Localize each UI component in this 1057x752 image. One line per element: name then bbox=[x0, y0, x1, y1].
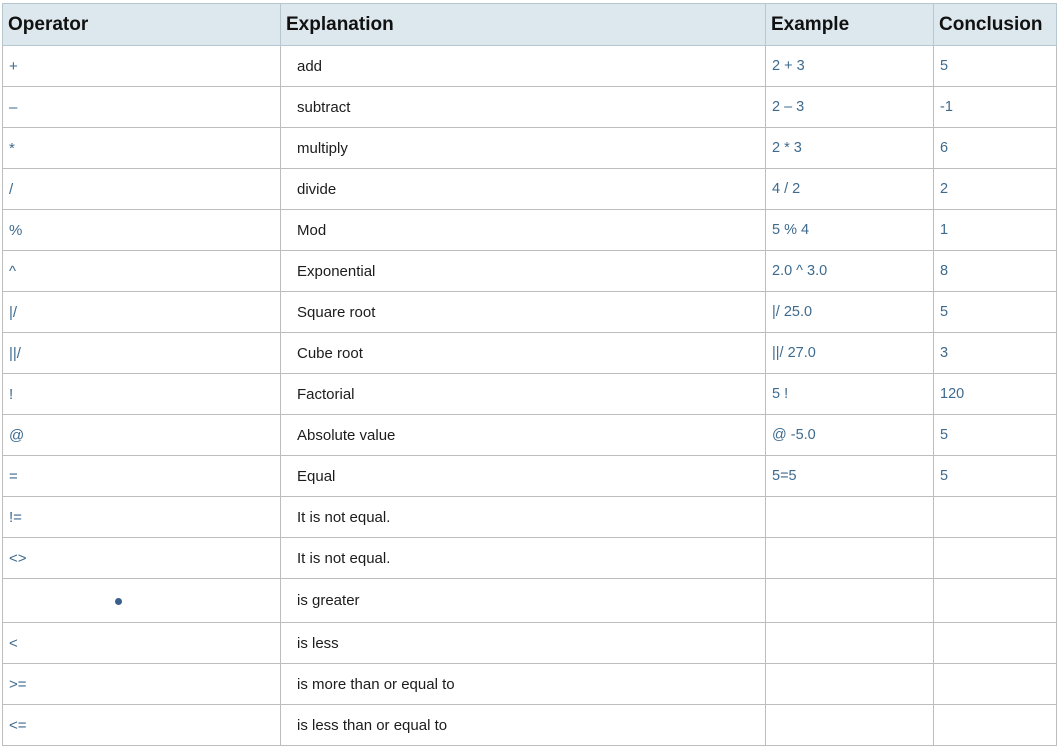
table-row bbox=[3, 210, 1057, 251]
table-row bbox=[3, 292, 1057, 333]
header-row bbox=[3, 4, 1057, 46]
conclusion-cell bbox=[934, 664, 1057, 705]
example-cell: 2 * 3 bbox=[766, 128, 934, 169]
example-cell: 2.0 ^ 3.0 bbox=[766, 251, 934, 292]
conclusion-cell bbox=[934, 705, 1057, 746]
operator-cell: – bbox=[3, 87, 281, 128]
table-body bbox=[3, 46, 1057, 746]
explanation-cell: Mod bbox=[281, 210, 766, 251]
table-row bbox=[3, 169, 1057, 210]
operators-table bbox=[2, 3, 1057, 746]
explanation-cell: subtract bbox=[281, 87, 766, 128]
header-operator: Operator bbox=[3, 4, 281, 46]
operator-cell: ! bbox=[3, 374, 281, 415]
explanation-cell: Cube root bbox=[281, 333, 766, 374]
example-cell: 5=5 bbox=[766, 456, 934, 497]
explanation-cell: add bbox=[281, 46, 766, 87]
operator-cell: |/ bbox=[3, 292, 281, 333]
header-conclusion: Conclusion bbox=[934, 4, 1057, 46]
conclusion-cell: 5 bbox=[934, 456, 1057, 497]
explanation-cell: It is not equal. bbox=[281, 497, 766, 538]
table-row bbox=[3, 664, 1057, 705]
operator-cell: >= bbox=[3, 664, 281, 705]
explanation-cell: is less than or equal to bbox=[281, 705, 766, 746]
bullet-dot-icon bbox=[115, 598, 122, 605]
operator-cell: / bbox=[3, 169, 281, 210]
explanation-cell: Factorial bbox=[281, 374, 766, 415]
conclusion-cell: 120 bbox=[934, 374, 1057, 415]
conclusion-cell: 5 bbox=[934, 46, 1057, 87]
operator-cell: @ bbox=[3, 415, 281, 456]
example-cell: 2 – 3 bbox=[766, 87, 934, 128]
table-header bbox=[3, 4, 1057, 46]
example-cell: 5 ! bbox=[766, 374, 934, 415]
explanation-cell: Exponential bbox=[281, 251, 766, 292]
example-cell: 4 / 2 bbox=[766, 169, 934, 210]
conclusion-cell: 8 bbox=[934, 251, 1057, 292]
conclusion-cell: 6 bbox=[934, 128, 1057, 169]
conclusion-cell: 5 bbox=[934, 292, 1057, 333]
example-cell: @ -5.0 bbox=[766, 415, 934, 456]
operator-cell: < bbox=[3, 623, 281, 664]
conclusion-cell bbox=[934, 623, 1057, 664]
table-row bbox=[3, 623, 1057, 664]
explanation-cell: Square root bbox=[281, 292, 766, 333]
conclusion-cell bbox=[934, 538, 1057, 579]
table-row bbox=[3, 705, 1057, 746]
example-cell bbox=[766, 664, 934, 705]
header-explanation: Explanation bbox=[281, 4, 766, 46]
table-row bbox=[3, 333, 1057, 374]
example-cell: ||/ 27.0 bbox=[766, 333, 934, 374]
conclusion-cell: 2 bbox=[934, 169, 1057, 210]
table-row bbox=[3, 251, 1057, 292]
example-cell bbox=[766, 623, 934, 664]
explanation-cell: is greater bbox=[281, 579, 766, 623]
example-cell: |/ 25.0 bbox=[766, 292, 934, 333]
table-row bbox=[3, 128, 1057, 169]
operator-cell: + bbox=[3, 46, 281, 87]
header-example: Example bbox=[766, 4, 934, 46]
operator-cell: % bbox=[3, 210, 281, 251]
conclusion-cell bbox=[934, 579, 1057, 623]
conclusion-cell bbox=[934, 497, 1057, 538]
conclusion-cell: 3 bbox=[934, 333, 1057, 374]
explanation-cell: is more than or equal to bbox=[281, 664, 766, 705]
conclusion-cell: 1 bbox=[934, 210, 1057, 251]
operator-cell: <= bbox=[3, 705, 281, 746]
table-row bbox=[3, 415, 1057, 456]
example-cell: 2 + 3 bbox=[766, 46, 934, 87]
operator-cell: * bbox=[3, 128, 281, 169]
explanation-cell: It is not equal. bbox=[281, 538, 766, 579]
explanation-cell: divide bbox=[281, 169, 766, 210]
example-cell bbox=[766, 497, 934, 538]
operator-cell bbox=[3, 579, 281, 623]
example-cell bbox=[766, 705, 934, 746]
explanation-cell: is less bbox=[281, 623, 766, 664]
operator-cell: ||/ bbox=[3, 333, 281, 374]
explanation-cell: multiply bbox=[281, 128, 766, 169]
explanation-cell: Absolute value bbox=[281, 415, 766, 456]
operator-cell: != bbox=[3, 497, 281, 538]
conclusion-cell: -1 bbox=[934, 87, 1057, 128]
table-row bbox=[3, 46, 1057, 87]
operator-cell: <> bbox=[3, 538, 281, 579]
operator-cell: = bbox=[3, 456, 281, 497]
table-row bbox=[3, 538, 1057, 579]
explanation-cell: Equal bbox=[281, 456, 766, 497]
table-row bbox=[3, 456, 1057, 497]
operator-cell: ^ bbox=[3, 251, 281, 292]
table-row bbox=[3, 579, 1057, 623]
example-cell bbox=[766, 579, 934, 623]
table-row bbox=[3, 497, 1057, 538]
example-cell: 5 % 4 bbox=[766, 210, 934, 251]
table-row bbox=[3, 374, 1057, 415]
table-row bbox=[3, 87, 1057, 128]
example-cell bbox=[766, 538, 934, 579]
conclusion-cell: 5 bbox=[934, 415, 1057, 456]
